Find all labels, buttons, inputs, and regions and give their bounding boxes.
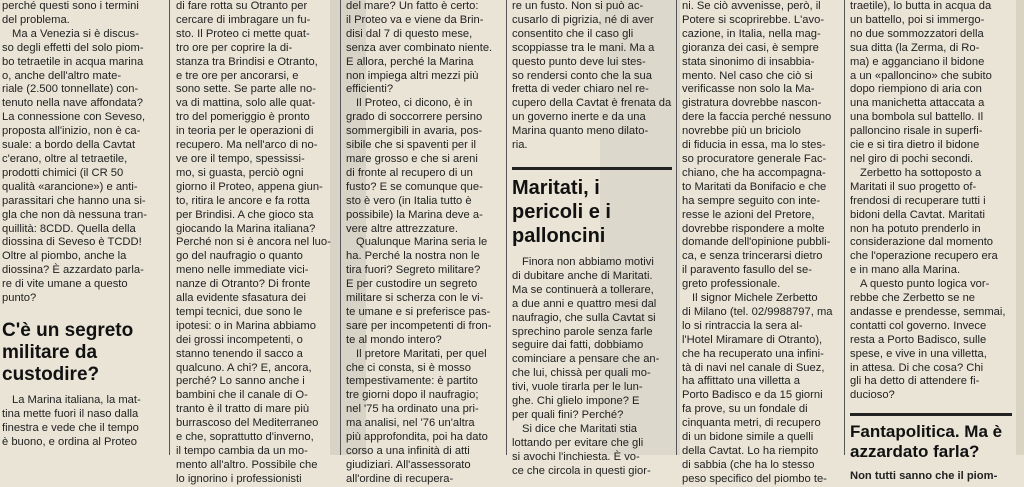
article-column-3 bbox=[346, 0, 502, 485]
article-column-4 bbox=[512, 0, 672, 477]
paragraph: ni. Se ciò avvenisse, però, il Potere si scoprirebbe. L'avo- cazione, in Italia, nella mag- gioranza dei casi, è sempre stata sinonimo di insabbia- mento. Nel caso che ciò si verificasse non solo la Ma- gistratura dovrebbe nascon- dere la faccia perché nessuno novrebbe più un briciolo di fiducia in essa, ma lo stes- so procuratore generale Fac- chiano, che ha accompagna- to Maritati da Bonifacio e che ha sempre seguito con inte- resse le azioni del Pretore, dovrebbe rispondere a molte domande dell'opinione pubbli- ca, e senza trincerarsi dietro il paravento fasullo del se- greto professionale. bbox=[682, 0, 832, 291]
column-divider bbox=[169, 0, 170, 455]
column-divider bbox=[844, 0, 845, 455]
paragraph: Finora non abbiamo motivi di dubitare anche di Maritati. Ma se continuerà a tollerare, a due anni e quattro mesi dal naufragio, che sulla Cavtat si sprechino parole senza farle seguire dai fatti, dobbiamo cominciare a pensare che an- che lui, chissà per quali mo- tivi, vuole tirarla per le lun- ghe. Chi glielo impone? E per quali fini? Perché? bbox=[512, 255, 660, 421]
section-heading: Fantapolitica. Ma è azzardato farla? bbox=[850, 413, 1012, 462]
page-edge bbox=[1016, 0, 1024, 455]
column-divider bbox=[676, 0, 677, 455]
article-column-1 bbox=[2, 0, 162, 455]
column-divider bbox=[506, 0, 507, 455]
paragraph: di fare rotta su Otranto per cercare di imbragare un fu- sto. Il Proteo ci mette quat- tro ore per coprire la di- stanza tra Brindisi e Otranto, e tre ore per ancorarsi, e sono sette. Se parte alle no- va di mattina, solo alle quat- tro del pomeriggio è pronto in teoria per le operazioni di recupero. Ma nell'arco di no- ve ore il tempo, spessissi- mo, si guasta, perciò ogni giorno il Proteo, appena giun- to, ritira le ancore e fa rotta per Brindisi. A che gioco sta giocando la Marina italiana? Perché non si è ancora nel luo- go del naufragio o quanto meno nelle immediate vici- nanze di Otranto? Di fronte alla evidente sfasatura dei tempi tecnici, due sono le ipotesi: o in Marina abbiamo dei grossi incompetenti, o stanno tenendo il sacco a qualcuno. A chi? E, ancora, perché? Lo sanno anche i bambini che il canale di O- tranto è il tratto di mare più burrascoso del Mediterraneo e che, soprattutto d'inverno, il tempo cambia da un mo- mento all'altro. Possibile che lo ignorino i professionisti bbox=[176, 0, 331, 485]
paragraph: del mare? Un fatto è certo: il Proteo va e viene da Brin- disi dal 7 di questo mese, senza aver combinato niente. E allora, perché la Marina non impiega altri mezzi più efficienti? bbox=[346, 0, 493, 96]
paragraph: Zerbetto ha sottoposto a Maritati il suo progetto of- frendosi di recuperare tutti i bidoni della Cavtat. Maritati non ha potuto prenderlo in considerazione dal momento che l'operazione recupero era e in mano alla Marina. bbox=[850, 166, 998, 277]
paragraph: Non tutti sanno che il piom- bbox=[850, 470, 998, 483]
column-divider bbox=[340, 0, 341, 455]
paragraph: Il signor Michele Zerbetto di Milano (tel. 02/9988797, ma lo si rintraccia la sera al- l'Hotel Miramare di Otranto), che ha recuperato una infini- tà di navi nel canale di Suez, ha affittato una villetta a Porto Badisco e da 15 giorni fa prove, su un fondale di cinquanta metri, di recupero di un bidone simile a quelli della Cavtat. Lo ha riempito di sabbia (che ha lo stesso peso specifico del piombo te- bbox=[682, 292, 833, 485]
paragraph: La Marina italiana, la mat- tina mette fuori il naso dalla finestra e vede che il tempo è buono, e ordina al Proteo bbox=[2, 393, 141, 448]
paragraph: re un fusto. Non si può ac- cusarlo di pigrizia, né di aver consentito che il caso gli scoppiasse tra le mani. Ma a questo punto deve lui stes- so rendersi conto che la sua fretta di veder chiaro nel re- cupero della Cavtat è frenata da un governo inerte e da una Marina quanto meno dilato- ria. bbox=[512, 0, 672, 152]
paragraph: Qualunque Marina seria le ha. Perché la nostra non le tira fuori? Segreto militare? E per custodire un segreto militare si scherza con le vi- te umane e si preferisce pas- sare per incompetenti di fron- te al mondo intero? bbox=[346, 236, 492, 346]
paragraph: Il pretore Maritati, per quel che ci consta, si è mosso tempestivamente: è partito tre giorni dopo il naufragio; nel '75 ha ordinato una pri- ma analisi, nel '76 un'altra più approfondita, poi ha dato corso a una infinità di atti giudiziari. All'assessorato all'ordine di recupera- bbox=[346, 347, 488, 485]
paragraph: Si dice che Maritati stia lottando per evitare che gli si avochi l'inchiesta. È vo- ce che circola in questi gior- bbox=[512, 422, 651, 477]
article-column-2 bbox=[176, 0, 336, 485]
article-column-6 bbox=[850, 0, 1012, 483]
paragraph: perché questi sono i termini del problema. bbox=[2, 0, 139, 26]
paragraph: traetile), lo butta in acqua da un battello, poi si immergo- no due sommozzatori della sua ditta (la Zerma, di Ro- ma) e agganciano il bidone a un «palloncino» che subito dopo riempiono di aria con una manichetta attaccata a una bombola sul battello. Il palloncino risale in superfi- cie e si tira dietro il bidone nel giro di pochi secondi. bbox=[850, 0, 992, 165]
section-heading: Maritati, i pericoli e i palloncini bbox=[512, 167, 672, 248]
paragraph: A questo punto logica vor- rebbe che Zerbetto se ne andasse e prendesse, semmai, contatti col governo. Invece resta a Porto Badisco, sulle spese, e vive in una villetta, in attesa. Di che cosa? Chi gli ha detto di attendere fi- ducioso? bbox=[850, 278, 1006, 402]
article-column-5 bbox=[682, 0, 840, 485]
paragraph: Il Proteo, ci dicono, è in grado di soccorrere persino sommergibili in avaria, pos- sibile che si spaventi per il mare grosso e che si areni di fronte al recupero di un fusto? E se comunque que- sto è vero (in Italia tutto è possibile) la Marina deve a- vere altre attrezzature. bbox=[346, 97, 483, 235]
section-heading: C'è un segreto militare da custodire? bbox=[2, 319, 134, 385]
paragraph: Ma a Venezia si è discus- so degli effetti del solo piom- bo tetraetile in acqua marina o, anche dell'altro mate- riale (2.500 tonnellate) con- tenuto nella nave affondata? La connessione con Seveso, proposta all'inizio, non è ca- suale: a bordo della Cavtat c'erano, oltre al tetraetile, prodotti chimici (il CR 50 qualità «arancione») e anti- parassitari che hanno una si- gla che non dà nessuna tran- quillità: 8CDD. Quella della diossina di Seveso è TCDD! Oltre al piombo, anche la diossina? È azzardato parla- re di vite umane a questo punto? bbox=[2, 27, 147, 305]
